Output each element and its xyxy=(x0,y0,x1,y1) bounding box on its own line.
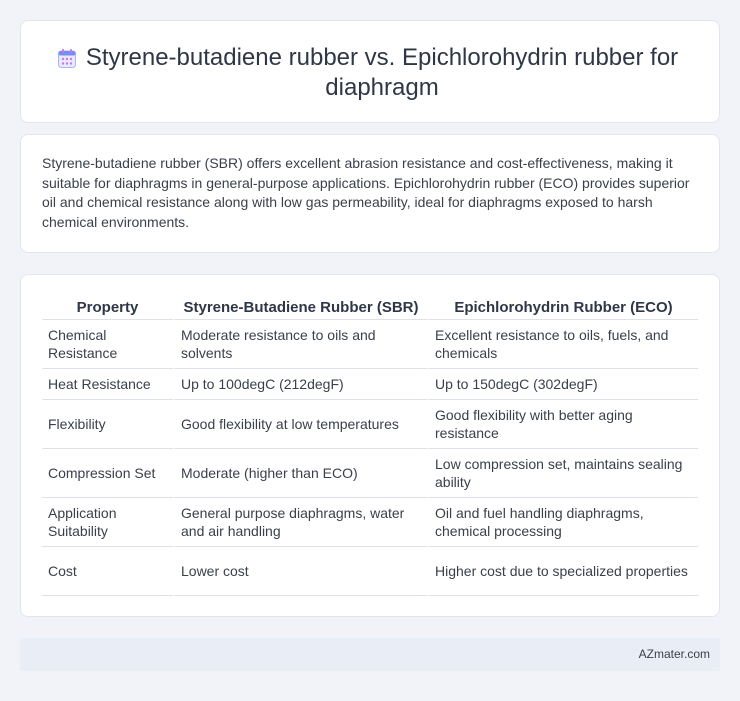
table-row xyxy=(42,498,698,547)
footer-site-name: AZmater.com xyxy=(638,647,710,661)
property-cell: Application Suitability xyxy=(42,498,173,547)
property-cell: Flexibility xyxy=(42,400,173,449)
table-row xyxy=(42,320,698,369)
eco-cell: Up to 150degC (302degF) xyxy=(427,369,698,400)
eco-cell: Higher cost due to specialized properties xyxy=(427,547,698,596)
property-cell: Cost xyxy=(42,547,173,596)
property-cell: Compression Set xyxy=(42,449,173,498)
intro-paragraph: Styrene-butadiene rubber (SBR) offers excellent abrasion resistance and cost-effectiveness, making it suitable for diaphragms in general-purpose applications. Epichlorohydrin rubber (ECO) provides superior oil and chemical resistance along with low gas permeability, ideal for diaphragms exposed to harsh chemical environments. xyxy=(42,155,690,230)
column-header-sbr: Styrene-Butadiene Rubber (SBR) xyxy=(173,296,427,320)
sbr-cell: General purpose diaphragms, water and air handling xyxy=(173,498,427,547)
comparison-card xyxy=(20,274,720,617)
table-row xyxy=(42,449,698,498)
sbr-cell: Good flexibility at low temperatures xyxy=(173,400,427,449)
property-cell: Chemical Resistance xyxy=(42,320,173,369)
footer-bar xyxy=(20,638,720,671)
sbr-cell: Up to 100degC (212degF) xyxy=(173,369,427,400)
eco-cell: Low compression set, maintains sealing ability xyxy=(427,449,698,498)
sbr-cell: Lower cost xyxy=(173,547,427,596)
table-row xyxy=(42,547,698,596)
eco-cell: Good flexibility with better aging resistance xyxy=(427,400,698,449)
intro-card xyxy=(20,134,720,253)
property-cell: Heat Resistance xyxy=(42,369,173,400)
table-row xyxy=(42,400,698,449)
comparison-table xyxy=(42,296,698,596)
title-card xyxy=(20,20,720,123)
column-header-property: Property xyxy=(42,296,173,320)
sbr-cell: Moderate resistance to oils and solvents xyxy=(173,320,427,369)
sbr-cell: Moderate (higher than ECO) xyxy=(173,449,427,498)
page-title: Styrene-butadiene rubber vs. Epichlorohydrin rubber for diaphragm xyxy=(85,44,679,101)
column-header-eco: Epichlorohydrin Rubber (ECO) xyxy=(427,296,698,320)
table-row xyxy=(42,369,698,400)
eco-cell: Excellent resistance to oils, fuels, and chemicals xyxy=(427,320,698,369)
eco-cell: Oil and fuel handling diaphragms, chemical processing xyxy=(427,498,698,547)
table-header-row xyxy=(42,296,698,320)
